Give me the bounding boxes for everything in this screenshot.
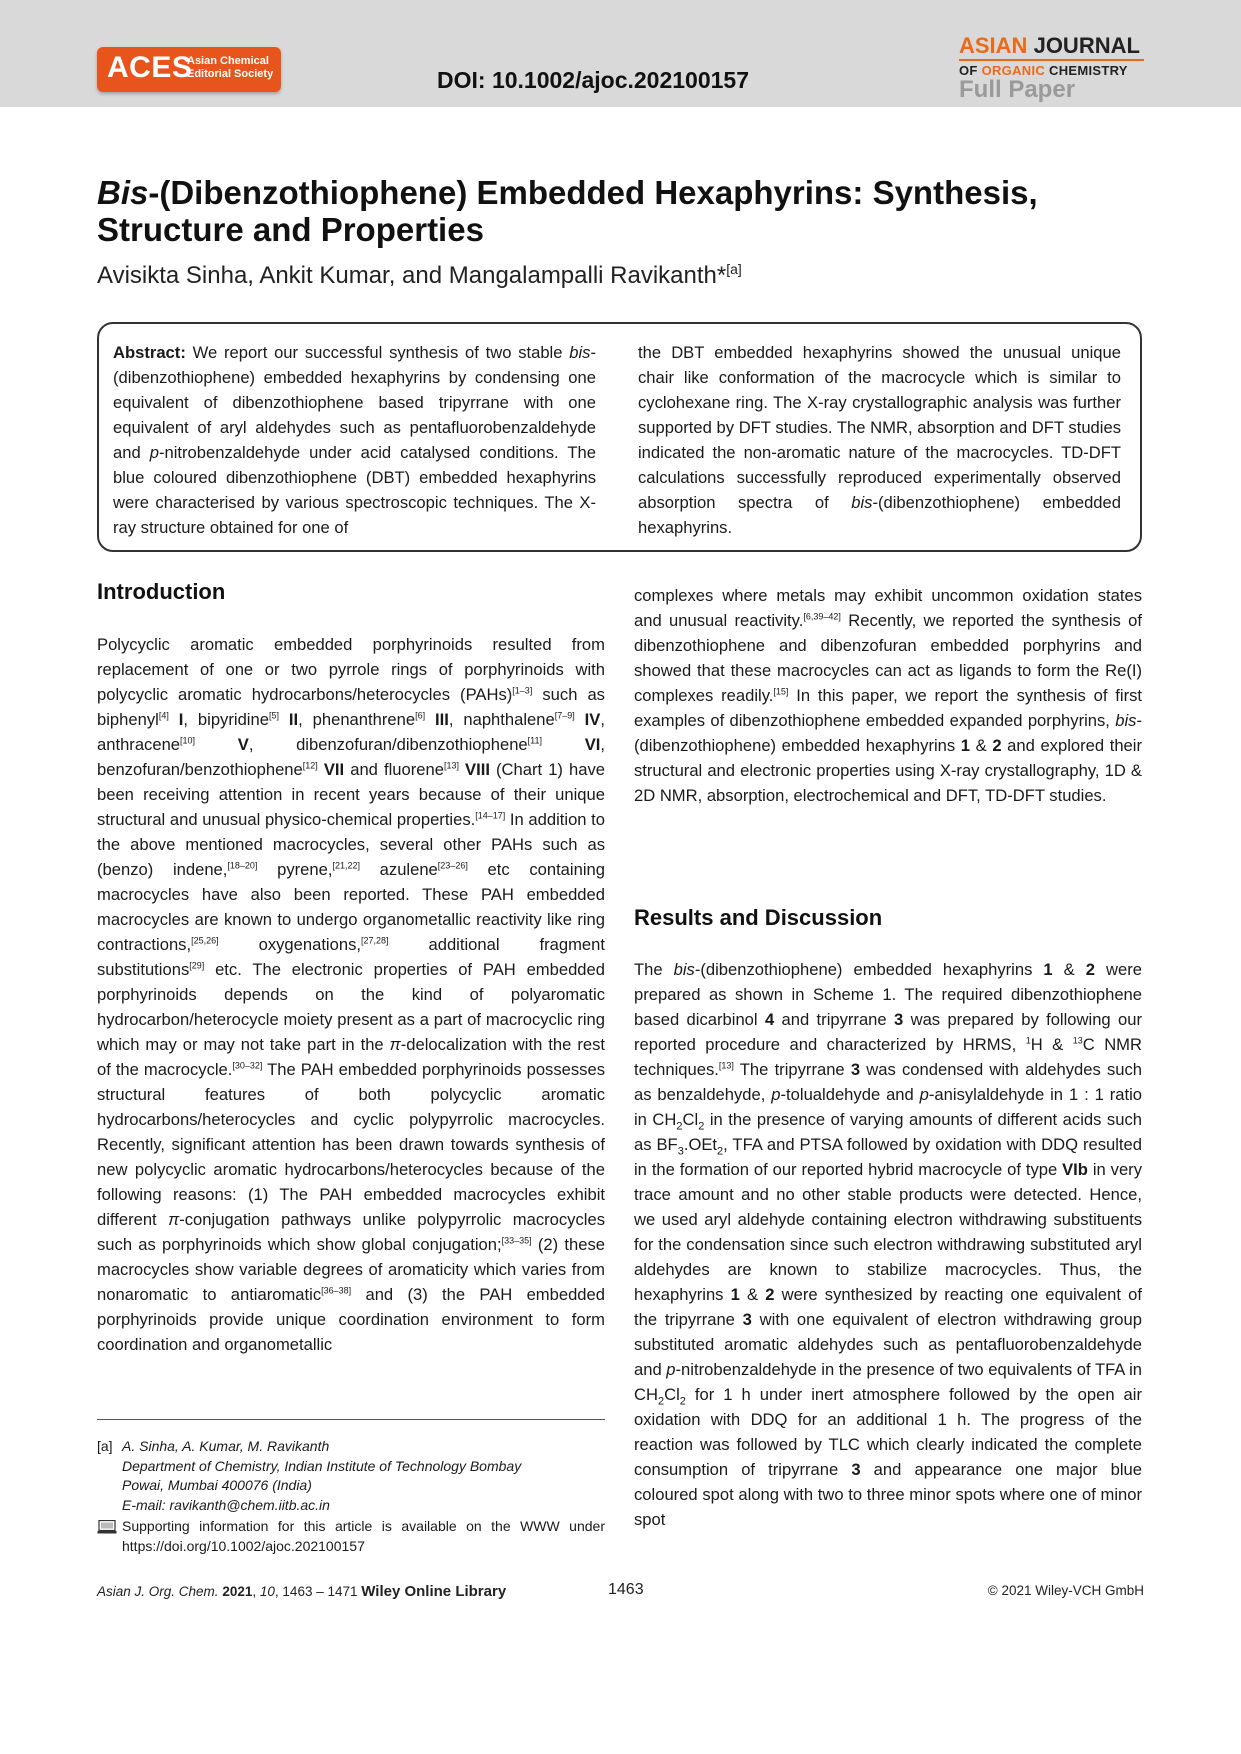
abstract-box [97, 322, 1142, 552]
aces-logo [97, 47, 281, 92]
results-heading: Results and Discussion [634, 905, 883, 930]
introduction-heading: Introduction [97, 579, 226, 604]
computer-icon [97, 1520, 117, 1534]
footnote-separator [97, 1419, 605, 1420]
journal-logo: ASIAN JOURNAL OF ORGANIC CHEMISTRY Full Paper [959, 34, 1144, 102]
aces-logo-subtitle: Asian Chemical Editorial Society [187, 55, 274, 80]
copyright: © 2021 Wiley-VCH GmbH [987, 1583, 1144, 1598]
page-number: 1463 [608, 1581, 644, 1598]
wiley-online-library: Wiley Online Library [361, 1583, 507, 1600]
introduction-text-continued: complexes where metals may exhibit uncommon oxidation states and unusual reactivity.[6,39–42] Recently, we reported the synthesis of dibenzothiophene and dibenzofuran embedded porphyrins and showed that these macrocycles can act as ligands to form the Re(I) complexes readily.[15] In this paper, we report the synthesis of first examples of dibenzothiophene embedded expanded porphyrins, bis-(dibenzothiophene) embedded hexaphyrins 1 & 2 and explored their structural and electronic properties using X-ray crystallography, 1D & 2D NMR, absorption, electrochemical and DFT, TD-DFT studies. [634, 586, 1143, 805]
aces-logo-text: ACES [107, 51, 193, 84]
page-header [0, 0, 1241, 107]
abstract-left: Abstract: We report our successful synthesis of two stable bis-(dibenzothiophene) embedded hexaphyrins by condensing one equivalent of dibenzothiophene based tripyrrane with one equivalent of aryl aldehydes such as pentafluorobenzaldehyde and p-nitrobenzaldehyde under acid catalysed conditions. The blue coloured dibenzothiophene (DBT) embedded hexaphyrins were characterised by various spectroscopic techniques. The X-ray structure obtained for one of [113, 343, 597, 537]
abstract-right: the DBT embedded hexaphyrins showed the unusual unique chair like conformation of the macrocycle which is similar to cyclohexane ring. The X-ray crystallographic analysis was further supported by DFT studies. The NMR, absorption and DFT studies indicated the non-aromatic nature of the macrocycles. TD-DFT calculations successfully reproduced experimentally observed absorption spectra of bis-(dibenzothiophene) embedded hexaphyrins. [638, 343, 1121, 537]
footer-citation: Asian J. Org. Chem. 2021, 10, 1463 – 1471 Wiley Online Library [97, 1583, 507, 1600]
results-text: The bis-(dibenzothiophene) embedded hexaphyrins 1 & 2 were prepared as shown in Scheme 1. The required dibenzothiophene based dicarbinol 4 and tripyrrane 3 was prepared by following our reported procedure and characterized by HRMS, $^1$H & $^{13}$C NMR techniques.[13] The tripyrrane 3 was condensed with aldehydes such as benzaldehyde, p-tolualdehyde and p-anisylaldehyde in 1 : 1 ratio in $CH_2Cl_2$ in the presence of varying amounts of different acids such as $BF_3.OEt_2$, TFA and PTSA followed by oxidation with DDQ resulted in the formation of our reported hybrid macrocycle of type VIb in very trace amount and no other stable products were detected. Hence, we used aryl aldehyde containing electron withdrawing substituents for the condensation since such electron withdrawing substituted aryl aldehydes are known to stabilize macrocycles. Thus, the hexaphyrins 1 & 2 were synthesized by reacting one equivalent of the tripyrrane 3 with one equivalent of electron withdrawing group substituted aromatic aldehydes such as pentafluorobenzaldehyde and p-nitrobenzaldehyde in the presence of two equivalents of TFA in $CH_2Cl_2$ for 1 h under inert atmosphere followed by the open air oxidation with DDQ for an additional 1 h. The progress of the reaction was followed by TLC which clearly indicated the complete consumption of tripyrrane 3 and appearance one major blue coloured spot along with two to three minor spots where one of minor spot [634, 960, 1143, 1529]
introduction-text: Polycyclic aromatic embedded porphyrinoids resulted from replacement of one or two pyrrole rings of porphyrinoids with polycyclic aromatic hydrocarbons/heterocycles (PAHs)[1–3] such as biphenyl[4] I, bipyridine[5] II, phenanthrene[6] III, naphthalene[7–9] IV, anthracene[10] V, dibenzofuran/dibenzothiophene[11] VI, benzofuran/benzothiophene[12] VII and fluorene[13] VIII (Chart 1) have been receiving attention in recent years because of their unique structural and unusual physico-chemical properties.[14–17] In addition to the above mentioned macrocycles, several other PAHs such as (benzo) indene,[18–20] pyrene,[21,22] azulene[23–26] etc containing macrocycles have also been reported. These PAH embedded macrocycles are known to undergo organometallic reactivity like ring contractions,[25,26] oxygenations,[27,28] additional fragment substitutions[29] etc. The electronic properties of PAH embedded porphyrinoids depends on the kind of polyaromatic hydrocarbon/heterocycle moiety present as a part of macrocyclic ring which may or may not take part in the π-delocalization with the rest of the macrocycle.[30–32] The PAH embedded porphyrinoids possesses structural features of both polycyclic aromatic hydrocarbons/heterocycles and cyclic polypyrrolic macrocycles. Recently, significant attention has been drawn towards synthesis of new polycyclic aromatic hydrocarbons/heterocycles because of the following reasons: (1) The PAH embedded macrocycles exhibit different π-conjugation pathways unlike polypyrrolic macrocycles such as porphyrinoids which show global conjugation;[33–35] (2) these macrocycles show variable degrees of aromaticity which varies from nonaromatic to antiaromatic[36–38] and (3) the PAH embedded porphyrinoids provide unique coordination environment to form coordination and organometallic [97, 635, 606, 1354]
article-type: Full Paper [959, 76, 1076, 103]
author-list: Avisikta Sinha, Ankit Kumar, and Mangalampalli Ravikanth*[a] [97, 261, 742, 289]
article-title: Bis-(Dibenzothiophene) Embedded Hexaphyrins: Synthesis, Structure and Properties [97, 174, 1038, 248]
doi: DOI: 10.1002/ajoc.202100157 [437, 67, 750, 93]
